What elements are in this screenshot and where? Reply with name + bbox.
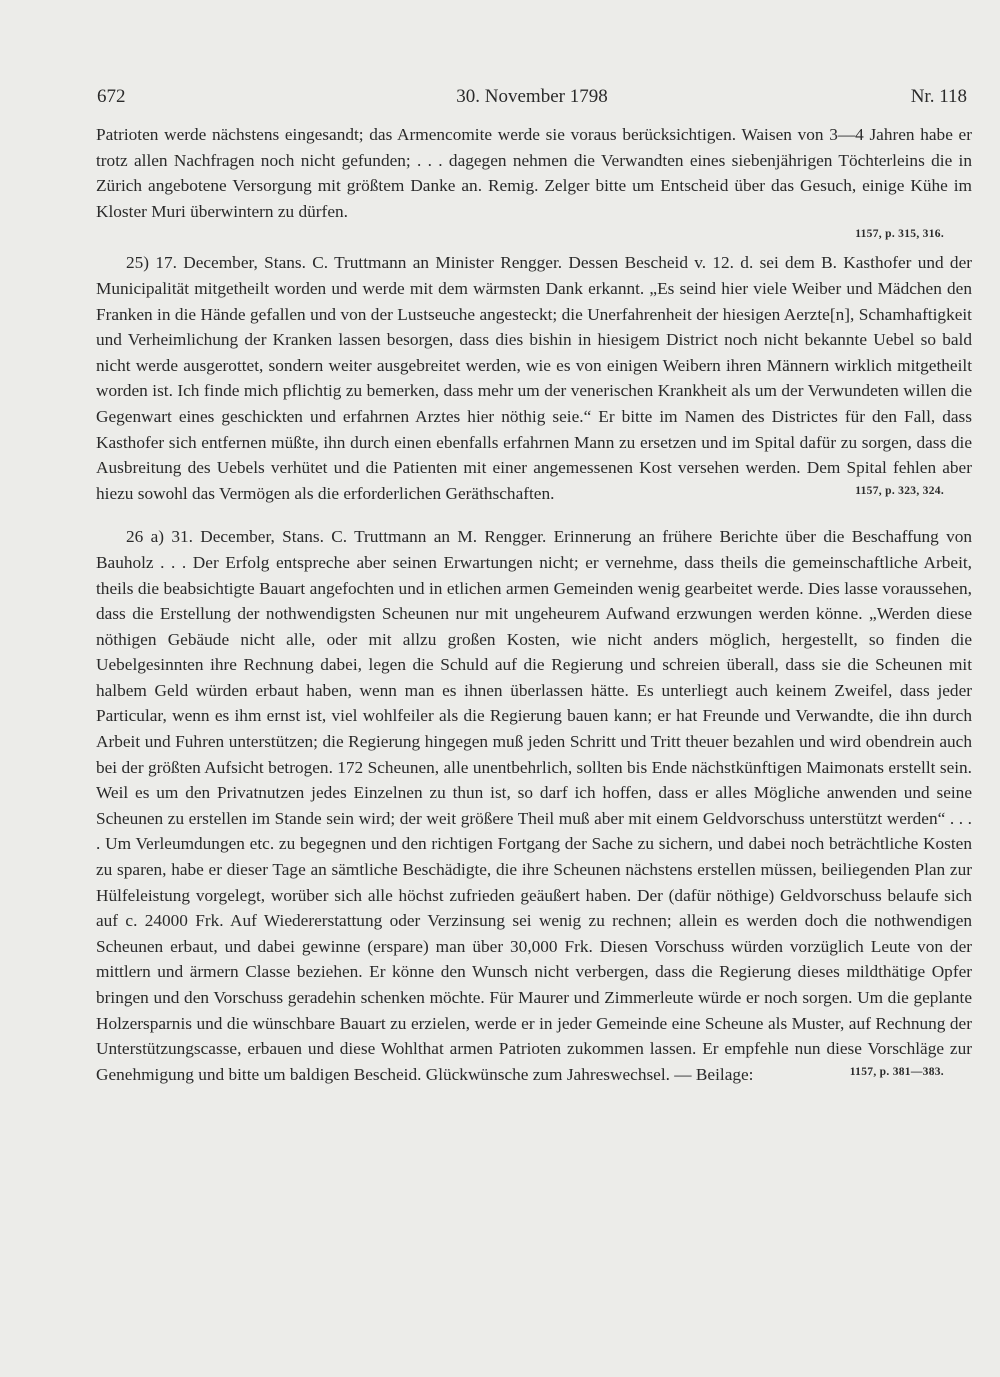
- paragraph-text: 26 a) 31. December, Stans. C. Truttmann an M. Rengger. Erinnerung an frühere Berichte über die Beschaffung von Bauholz . . . Der Erfolg entspreche aber seinen Erwartungen nicht; er vernehme, dass theils die gemeinschaftliche Arbeit, theils die beabsichtigte Bauart angefochten und in etlichen armen Gemeinden wenig gearbeitet werde. Dies lasse voraussehen, dass die Erstellung der nothwendigsten Scheunen nur mit ungeheurem Aufwand erzwungen werden könne. „Werden diese nöthigen Gebäude nicht alle, oder mit allzu großen Kosten, wie nicht anders möglich, hergestellt, so finden die Uebelgesinnten ihre Rechnung dabei, legen die Schuld auf die Regierung und schreien überall, dass sie die Scheunen mit halbem Geld würden erbaut haben, wenn man es ihnen überlassen hätte. Es unterliegt auch keinem Zweifel, dass jeder Particular, wenn es ihm ernst ist, viel wohlfeiler als die Regierung bauen kann; er hat Freunde und Verwandte, die ihn durch Arbeit und Fuhren unterstützen; die Regierung hingegen muß jeden Schritt und Tritt theuer bezahlen und wird obendrein auch bei der größten Aufsicht betrogen. 172 Scheunen, alle unentbehrlich, sollten bis Ende nächstkünftigen Maimonats erstellt sein. Weil es um den Privatnutzen jedes Einzelnen zu thun ist, so darf ich hoffen, dass er alles Mögliche anwenden und seine Scheunen zu erstellen im Stande sein wird; der weit größere Theil muß aber mit einem Geldvorschuss unterstützt werden“ . . . . Um Verleumdungen etc. zu begegnen und den richtigen Fortgang der Sache zu sichern, und dabei noch beträchtliche Kosten zu sparen, habe er dieser Tage an sämtliche Beschädigte, die ihre Scheunen nächstens erstellen müssen, beiliegenden Plan zur Hülfeleistung vorgelegt, worüber sich alle höchst zufrieden geäußert haben. Der (dafür nöthige) Geldvorschuss belaufe sich auf c. 24000 Frk. Auf Wiedererstattung oder Verzinsung sei wenig zu rechnen; allein es werden doch die nothwendigen Scheunen erbaut, und dabei gewinne (erspare) man über 30,000 Frk. Diesen Vorschuss würden vorzüglich Leute von der mittlern und ärmern Classe beziehen. Er könne den Wunsch nicht verbergen, dass die Regierung dieses mildthätige Opfer bringen und den Vorschuss geradehin schenken möchte. Für Maurer und Zimmerleute würde er noch sorgen. Um die geplante Holzersparnis und die wünschbare Bauart zu erzielen, werde er in jeder Gemeinde eine Scheune als Muster, auf Rechnung der Unterstützungscasse, erbauen und diese Wohlthat armen Patrioten zukommen lassen. Er empfehle nun diese Vorschläge zur Genehmigung und bitte um baldigen Bescheid. Glückwünsche zum Jahreswechsel. — Beilage:: [96, 527, 972, 1084]
- source-reference: 1157, p. 315, 316.: [855, 228, 944, 241]
- paragraph-continuation: [96, 122, 972, 224]
- paragraph-entry-26a: [96, 524, 972, 1087]
- header-number: Nr. 118: [910, 86, 967, 107]
- paragraph-text: Patrioten werde nächstens eingesandt; das Armencomite werde sie voraus berücksichtigen. Waisen von 3—4 Jahren habe er trotz allen Nachfragen noch nicht gefunden; . . . dagegen nehmen die Verwandten eines siebenjährigen Töchterleins die in Zürich angebotene Versorgung mit größtem Danke an. Remig. Zelger bitte um Entscheid über das Gesuch, einige Kühe im Kloster Muri überwintern zu dürfen.: [96, 125, 972, 221]
- source-reference: 1157, p. 381—383.: [849, 1065, 944, 1078]
- page-header: [97, 86, 967, 116]
- page-number: 672: [97, 86, 126, 107]
- document-body: [96, 122, 972, 1087]
- header-date: 30. November 1798: [456, 86, 608, 107]
- paragraph-text: 25) 17. December, Stans. C. Truttmann an Minister Rengger. Dessen Bescheid v. 12. d. sei dem B. Kasthofer und der Municipalität mitgetheilt worden und werde mit dem wärmsten Dank erkannt. „Es seind hier viele Weiber und Mädchen den Franken in die Hände gefallen und von der Lustseuche angesteckt; die Unerfahrenheit der hiesigen Aerzte[n], Schamhaftigkeit und Verheimlichung der Kranken lassen besorgen, dass dies bishin in hiesigem District noch nicht bekannte Uebel so bald nicht werde ausgerottet, sondern weiter ausgebreitet werden, wie es von einigen Weibern ihren Männern wirklich mitgetheilt worden ist. Ich finde mich pflichtig zu bemerken, dass mehr um der venerischen Krankheit als um der Verwundeten willen die Gegenwart eines geschickten und erfahrnen Arztes hier nöthig seie.“ Er bitte im Namen des Districtes für den Fall, dass Kasthofer sich entfernen müßte, ihn durch einen ebenfalls erfahrnen Mann zu ersetzen und im Spital dafür zu sorgen, dass die Ausbreitung des Uebels verhütet und die Patienten mit einer angemessenen Kost versehen werden. Dem Spital fehlen aber hiezu sowohl das Vermögen als die erforderlichen Geräthschaften.: [96, 253, 972, 503]
- paragraph-entry-25: [96, 250, 972, 506]
- source-reference: 1157, p. 323, 324.: [855, 484, 944, 497]
